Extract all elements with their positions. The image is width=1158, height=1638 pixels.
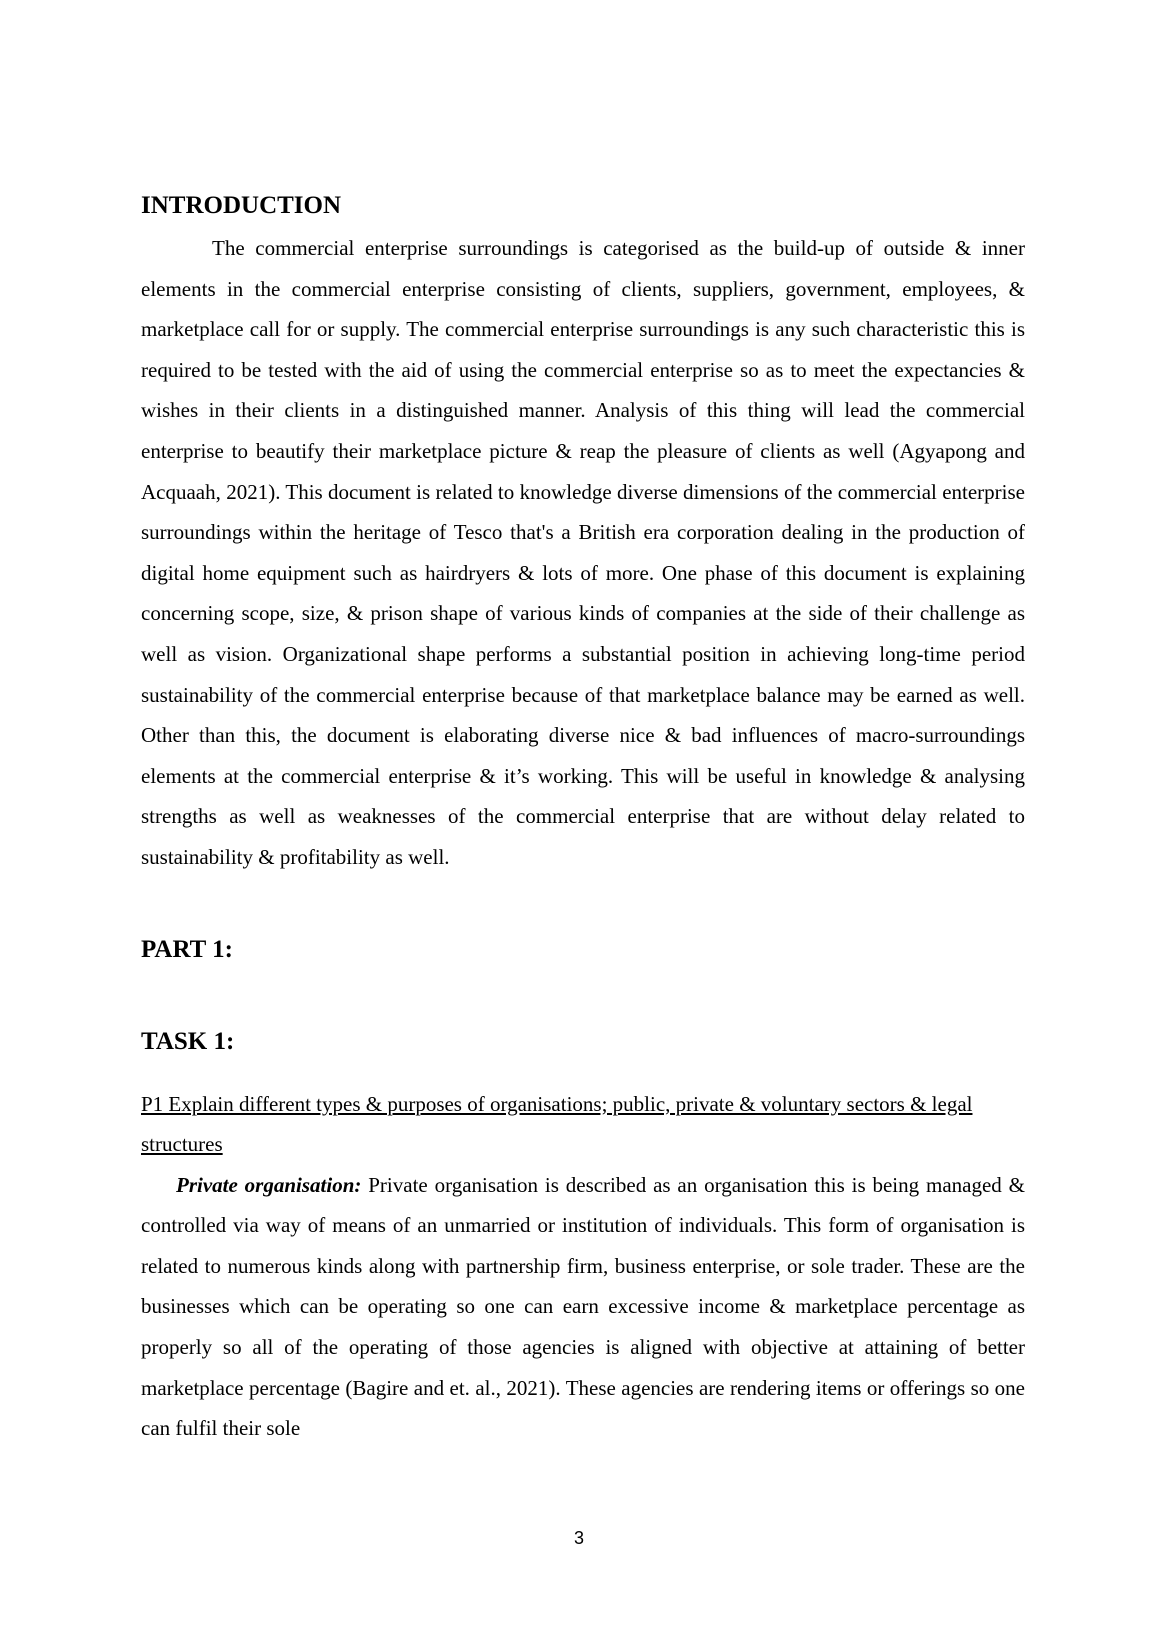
page-number: 3 — [573, 1528, 584, 1548]
part-heading: PART 1: — [141, 935, 233, 963]
spacer — [141, 878, 1025, 928]
private-organisation-label: Private organisation: — [176, 1172, 362, 1197]
task-heading: TASK 1: — [141, 1027, 235, 1055]
private-organisation-paragraph — [141, 1165, 1025, 1449]
spacer — [141, 972, 1025, 1020]
introduction-paragraph: The commercial enterprise surroundings is categorised as the build-up of outside & inner elements in the commercial enterprise consisting of clients, suppliers, government, employees, & marketplace call for or supply. The commercial enterprise surroundings is any such characteristic this is required to be tested with the aid of using the commercial enterprise so as to meet the expectancies & wishes in their clients in a distinguished manner. Analysis of this thing will lead the commercial enterprise to beautify their marketplace picture & reap the pleasure of clients as well (Agyapong and Acquaah, 2021). This document is related to knowledge diverse dimensions of the commercial enterprise surroundings within the heritage of Tesco that's a British era corporation dealing in the production of digital home equipment such as hairdryers & lots of more. One phase of this document is explaining concerning scope, size, & prison shape of various kinds of companies at the side of their challenge as well as vision. Organizational shape performs a substantial position in achieving long-time period sustainability of the commercial enterprise because of that marketplace balance may be earned as well. Other than this, the document is elaborating diverse nice & bad influences of macro-surroundings elements at the commercial enterprise & it’s working. This will be useful in knowledge & analysing strengths as well as weaknesses of the commercial enterprise that are without delay related to sustainability & profitability as well. — [141, 236, 1025, 869]
task-subtitle: P1 Explain different types & purposes of organisations; public, private & voluntary sectors & legal structures — [141, 1091, 973, 1157]
private-organisation-text: Private organisation is described as an organisation this is being managed & controlled via way of means of an unmarried or institution of individuals. This form of organisation is related to numerous kinds along with partnership firm, business enterprise, or sole trader. These are the businesses which can be operating so one can earn excessive income & marketplace percentage as properly so all of the operating of those agencies is aligned with objective at attaining of better marketplace percentage (Bagire and et. al., 2021). These agencies are rendering items or offerings so one can fulfil their sole — [141, 1172, 1025, 1441]
introduction-heading: INTRODUCTION — [141, 192, 342, 219]
page-content — [141, 184, 1025, 1449]
spacer — [141, 1064, 1025, 1084]
